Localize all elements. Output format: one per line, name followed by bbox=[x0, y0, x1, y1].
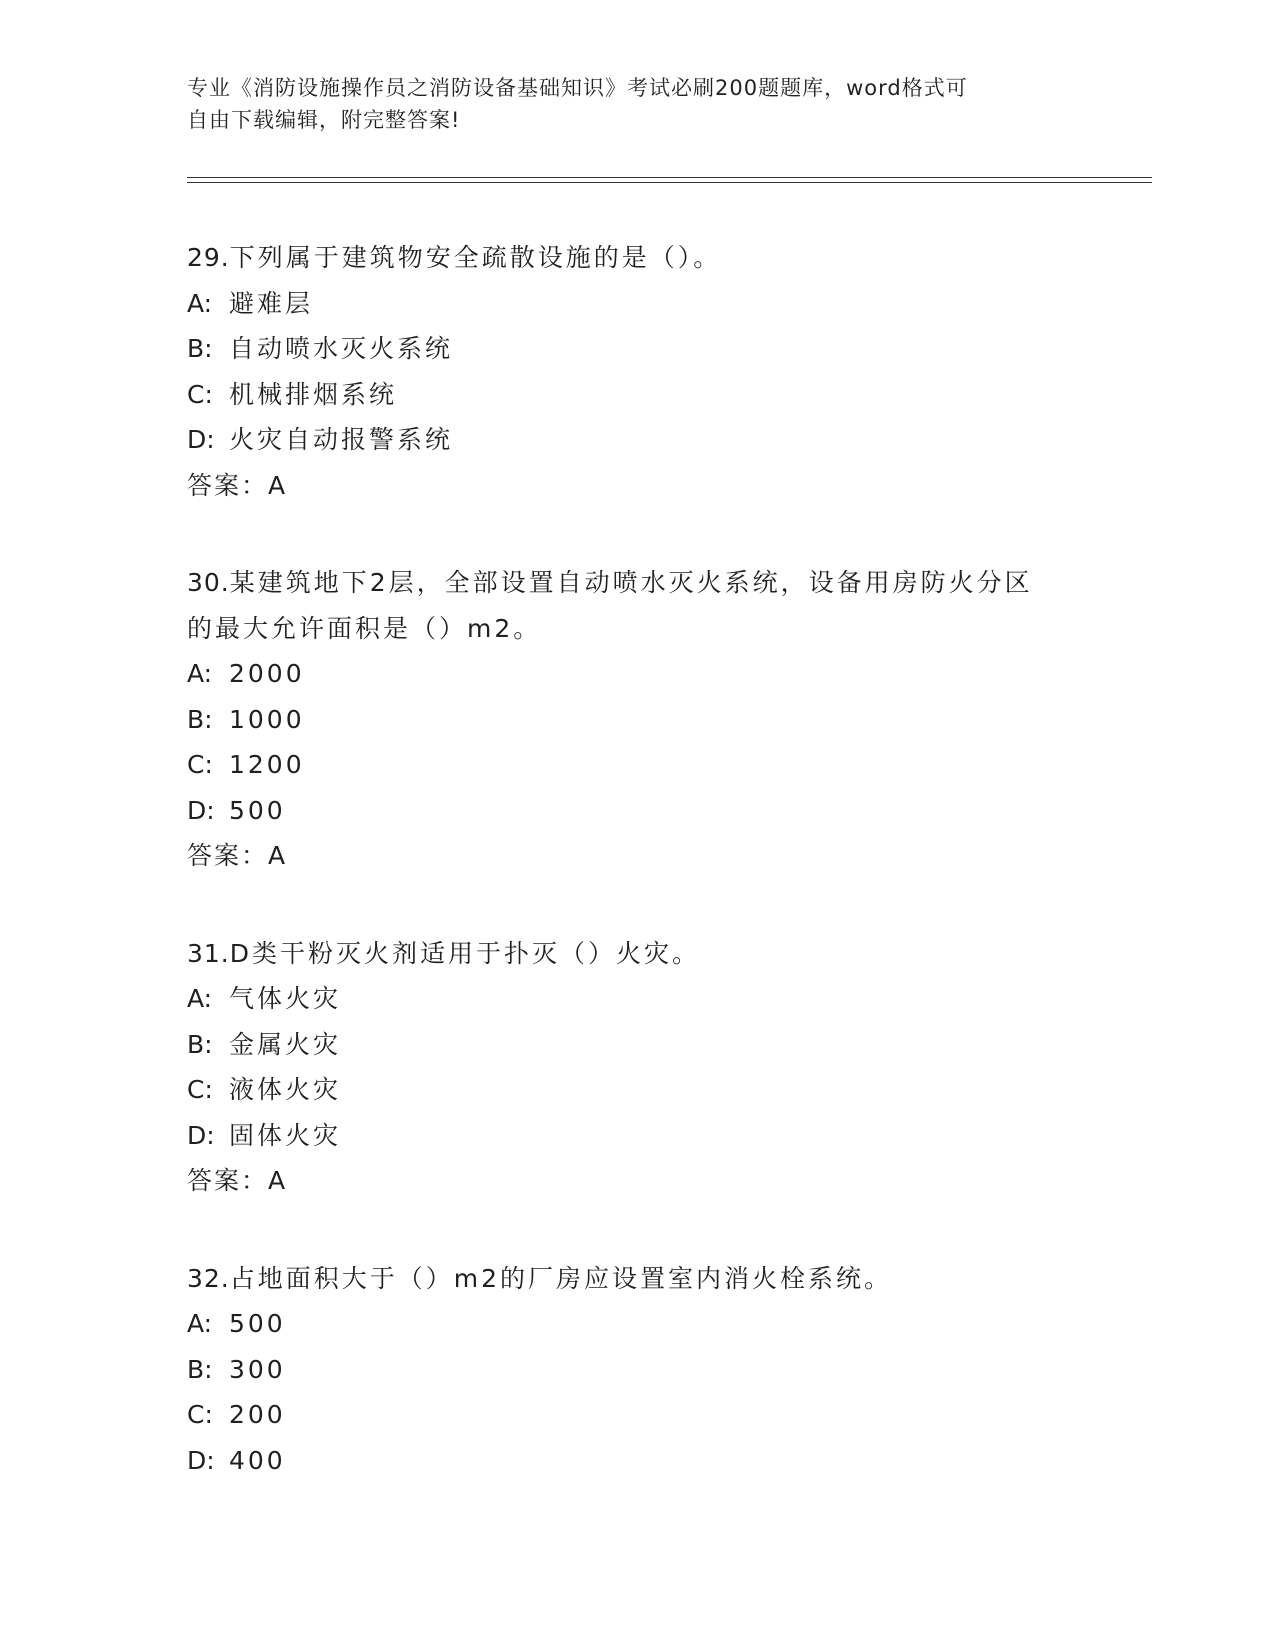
option-text: 火灾自动报警系统 bbox=[229, 425, 454, 454]
option-key: D: bbox=[187, 425, 215, 454]
option-text: 300 bbox=[229, 1354, 286, 1384]
option-key: A: bbox=[187, 288, 213, 318]
option-text: 金属火灾 bbox=[229, 1029, 342, 1059]
question-item bbox=[187, 560, 1087, 879]
option-text: 200 bbox=[229, 1400, 286, 1429]
option-text: 气体火灾 bbox=[229, 984, 342, 1013]
answer-line: 答案：A bbox=[187, 841, 288, 870]
header-line: 自由下载编辑，附完整答案! bbox=[187, 108, 461, 132]
question-line: 下列属于建筑物安全疏散设施的是（）。 bbox=[229, 243, 722, 272]
option-key: A: bbox=[187, 1309, 213, 1338]
option-key: C: bbox=[187, 379, 213, 409]
header-line: 专业《消防设施操作员之消防设备基础知识》考试必刷200题题库，word格式可 bbox=[187, 76, 968, 100]
option-text: 避难层 bbox=[229, 288, 314, 318]
question-number: 31. bbox=[187, 938, 230, 968]
option-c bbox=[187, 1392, 1087, 1438]
option-b bbox=[187, 697, 1087, 743]
option-key: D: bbox=[187, 1445, 215, 1475]
question-line: 的最大允许面积是（）m2。 bbox=[187, 613, 542, 643]
question-list bbox=[187, 235, 1087, 1535]
option-d bbox=[187, 1113, 1087, 1159]
question-number: 30. bbox=[187, 568, 230, 597]
option-c bbox=[187, 372, 1087, 418]
option-d bbox=[187, 417, 1087, 463]
option-key: D: bbox=[187, 1120, 215, 1150]
option-key: C: bbox=[187, 1075, 213, 1104]
option-text: 1200 bbox=[229, 750, 305, 779]
option-b bbox=[187, 1022, 1087, 1068]
option-a bbox=[187, 651, 1087, 697]
option-text: 1000 bbox=[229, 704, 305, 734]
question-line: 占地面积大于（）m2的厂房应设置室内消火栓系统。 bbox=[229, 1263, 893, 1293]
question-line: 某建筑地下2层，全部设置自动喷水灭火系统，设备用房防火分区 bbox=[229, 568, 1033, 597]
question-number: 32. bbox=[187, 1263, 230, 1293]
question-item bbox=[187, 931, 1087, 1204]
option-key: A: bbox=[187, 984, 213, 1013]
question-line: D类干粉灭火剂适用于扑灭（）火灾。 bbox=[229, 938, 701, 968]
option-text: 500 bbox=[229, 1309, 286, 1338]
option-text: 400 bbox=[229, 1445, 286, 1475]
option-b bbox=[187, 326, 1087, 372]
question-number: 29. bbox=[187, 243, 230, 272]
option-b bbox=[187, 1347, 1087, 1393]
option-text: 液体火灾 bbox=[229, 1075, 342, 1104]
option-c bbox=[187, 742, 1087, 788]
option-c bbox=[187, 1067, 1087, 1113]
option-a bbox=[187, 976, 1087, 1022]
option-key: B: bbox=[187, 704, 213, 734]
option-key: C: bbox=[187, 750, 213, 779]
option-key: C: bbox=[187, 1400, 213, 1429]
option-text: 自动喷水灭火系统 bbox=[229, 334, 454, 363]
header-divider bbox=[187, 182, 1152, 183]
option-text: 500 bbox=[229, 795, 286, 825]
option-key: A: bbox=[187, 659, 213, 688]
question-text bbox=[187, 931, 1087, 977]
option-key: B: bbox=[187, 1029, 213, 1059]
option-d bbox=[187, 788, 1087, 834]
question-item bbox=[187, 1256, 1087, 1484]
option-text: 2000 bbox=[229, 659, 305, 688]
question-item bbox=[187, 235, 1087, 508]
option-a bbox=[187, 1301, 1087, 1347]
option-key: B: bbox=[187, 334, 213, 363]
document-header bbox=[187, 72, 1067, 136]
question-text bbox=[187, 560, 1087, 606]
option-key: D: bbox=[187, 795, 215, 825]
option-text: 机械排烟系统 bbox=[229, 379, 398, 409]
header-divider bbox=[187, 177, 1152, 178]
answer-line: 答案：A bbox=[187, 470, 288, 500]
question-text bbox=[187, 235, 1087, 281]
option-text: 固体火灾 bbox=[229, 1120, 342, 1150]
option-d bbox=[187, 1438, 1087, 1484]
answer-line: 答案：A bbox=[187, 1166, 288, 1195]
option-key: B: bbox=[187, 1354, 213, 1384]
question-text bbox=[187, 1256, 1087, 1302]
option-a bbox=[187, 281, 1087, 327]
